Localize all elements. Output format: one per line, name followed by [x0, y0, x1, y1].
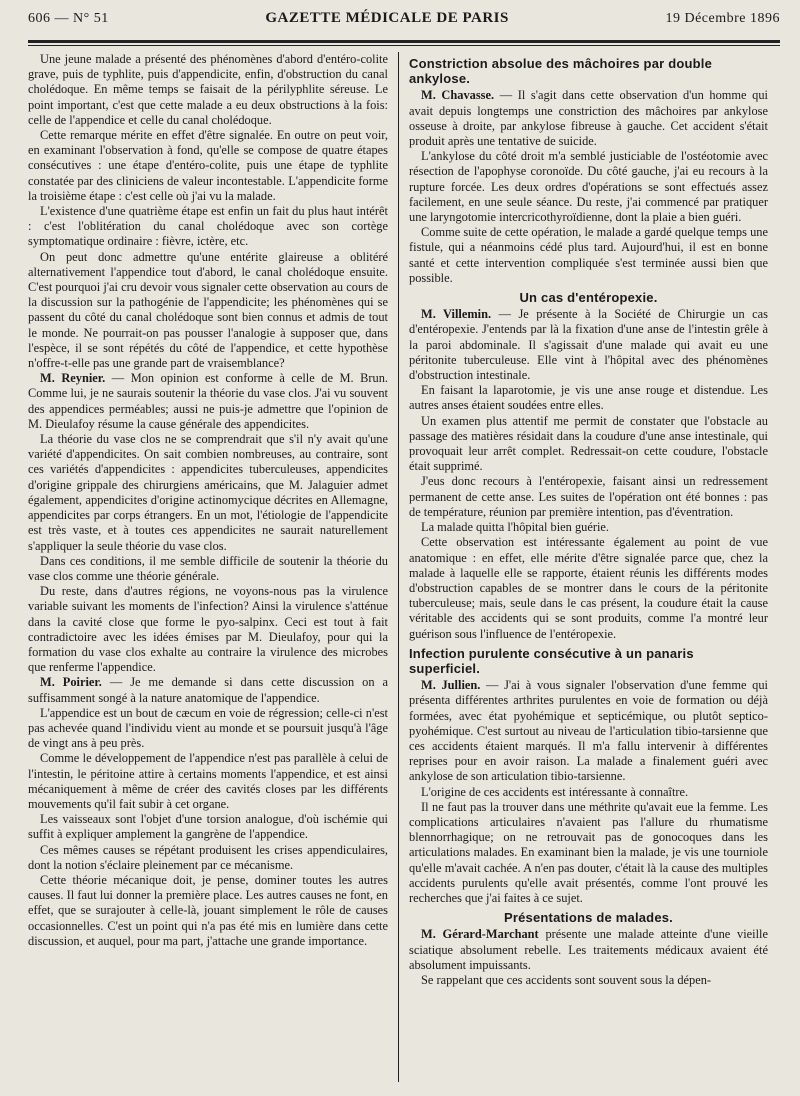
- paragraph: [28, 250, 388, 372]
- paragraph-text: Se rappelant que ces accidents sont souvent sous la dépen-: [421, 972, 712, 987]
- paragraph-text: Ces mêmes causes se répétant produisent les crises appendiculaires, dont la notion s'éclaire pleinement par ce mécanisme.: [28, 842, 388, 872]
- paragraph-text: J'eus donc recours à l'entéropexie, faisant ainsi un redressement permanent de cette anse. Les suites de l'opération ont été bonnes : pas de température, réunion par première intention, pas d'éventration.: [409, 474, 768, 519]
- header-rule-thick: [28, 40, 780, 43]
- paragraph-text: — Je me demande si dans cette discussion on a suffisamment songé à la nature anatomique de l'appendice.: [28, 675, 388, 705]
- columns: [28, 52, 780, 1082]
- speaker-name: M. Reynier.: [40, 371, 106, 386]
- paragraph: [409, 149, 768, 225]
- paragraph: [409, 225, 768, 286]
- paragraph: [28, 706, 388, 752]
- left-column: [28, 52, 398, 1082]
- header-rule-thin: [28, 45, 780, 46]
- issue-date: 19 Décembre 1896: [665, 11, 780, 26]
- paragraph-text: Comme suite de cette opération, le malade a gardé quelque temps une fistule, qui a néanmoins cédé plus tard. Aujourd'hui, il est en bonne santé et cette intervention compliquée s'est terminée aussi bien que possible.: [409, 225, 768, 285]
- paragraph: [28, 432, 388, 554]
- paragraph-text: Cette observation est intéressante également au point de vue anatomique : en effet, elle mérite d'être signalée parce que, chez la malade à laquelle elle se rapporte, étaient réunis les différents modes d'obstruction capables de se montrer dans le cours de la péritonite tuberculeuse; mais, seule dans le cas présent, la coudure était la cause véritable des accidents qui se sont produits, comme l'a montré leur guérison sous l'influence de l'entéropexie.: [409, 535, 768, 641]
- paragraph: [409, 927, 768, 973]
- paragraph-text: Les vaisseaux sont l'objet d'une torsion analogue, d'où ischémie qui suffit à expliquer amplement la gangrène de l'appendice.: [28, 812, 388, 842]
- paragraph: [28, 584, 388, 675]
- paragraph-text: La théorie du vase clos ne se comprendrait que s'il n'y avait qu'une variété d'appendicites. On sait combien nombreuses, au contraire, sont ces variétés d'appendicites : appendicites tuberculeuses, appendicites d'origine grippale des chirurgiens américains, que M. Jalaguier admet également, appendicites d'origine actinomycique décrites en Allemagne, appendicites par corps étrangers. En un mot, l'étiologie de l'appendicite est très vaste, et à toutes ces appendicites ne saurait naturellement s'appliquer la seule théorie du vase clos.: [28, 432, 388, 553]
- paragraph-text: — Il s'agit dans cette observation d'un homme qui avait depuis longtemps une constriction des mâchoires par ankylose osseuse à droite, par ankylose fibreuse à gauche. Cet accident s'était produit après une tentative de suicide.: [409, 88, 768, 149]
- paragraph-text: On peut donc admettre qu'une entérite glaireuse a oblitéré alternativement l'appendice tout d'abord, le canal cholédoque ensuite. C'est pourquoi j'ai cru devoir vous signaler cette observation au cours de la discussion sur la pathogénie de l'appendicite; les phénomènes qui se passent du côté du canal cholédoque sont bien connus et admis de tout le monde. Ne pourrait-on pas pousser l'analogie à supposer que, dans l'espèce, il se sont répétés du côté de l'appendice, et cette hypothèse n'offre-t-elle pas une grande part de vraisemblance?: [28, 249, 388, 371]
- paragraph: [409, 520, 768, 535]
- paragraph: [28, 843, 388, 873]
- page-header: [28, 10, 780, 38]
- paragraph: [409, 535, 768, 641]
- paragraph-text: Cette théorie mécanique doit, je pense, dominer toutes les autres causes. Il faut lui donner la première place. Les autres causes ne font, en effet, que se surajouter à celle-là, jouant simplement le rôle de causes occasionnelles. C'est un point qui n'a pas été mis en lumière dans cette discussion, et auquel, pour ma part, j'attache une grande importance.: [28, 872, 388, 948]
- paragraph: [409, 678, 768, 784]
- speaker-name: M. Gérard-Marchant: [421, 927, 539, 942]
- paragraph: [28, 554, 388, 584]
- paragraph-text: Un examen plus attentif me permit de constater que l'obstacle au passage des matières résidait dans la coudure d'une anse intestinale, qui provoquait leur arrêt complet. Redressait-on cette coudure, l'obstacle était supprimé.: [409, 413, 768, 474]
- paragraph-text: Une jeune malade a présenté des phénomènes d'abord d'entéro-colite grave, puis de typhlite, puis d'appendicite, enfin, d'obstruction du canal cholédoque. En même temps se faisait de la périlyphlite séreuse. Le point important, c'est que cette malade a eu deux obstructions à la fois: celle de l'appendice et celle du canal cholédoque.: [28, 52, 388, 127]
- paragraph-text: présente une malade atteinte d'une vieille sciatique absolument rebelle. Les traitements médicaux avaient été absolument impuissants.: [409, 927, 768, 972]
- paragraph-text: Cette remarque mérite en effet d'être signalée. En outre on peut voir, en examinant l'observation à fond, qu'elle se compose de quatre étapes consécutives : une étape d'entéro-colite, puis une étape de typhlite constatée par des cliniciens de valeur incontestable. L'appendicite forme la troisième étape : c'est celle où j'ai vu la malade.: [28, 128, 388, 203]
- paragraph: [28, 52, 388, 128]
- paragraph-text: La malade quitta l'hôpital bien guérie.: [421, 520, 610, 535]
- section-heading: Présentations de malades.: [503, 910, 673, 926]
- section-heading: Un cas d'entéropexie.: [519, 290, 658, 306]
- paragraph: [28, 128, 388, 204]
- paragraph-text: L'existence d'une quatrième étape est enfin un fait du plus haut intérêt : c'est l'oblitération du canal cholédoque avec son cortège symptomatique ordinaire : fièvre, ictère, etc.: [28, 204, 388, 249]
- paragraph-text: En faisant la laparotomie, je vis une anse rouge et distendue. Les autres anses étaient soudées entre elles.: [409, 383, 768, 413]
- section-heading: Infection purulente consécutive à un panaris superficiel.: [409, 645, 694, 676]
- paragraph: [409, 474, 768, 520]
- paragraph: [28, 675, 388, 705]
- speaker-name: M. Chavasse.: [421, 88, 495, 103]
- speaker-name: M. Villemin.: [421, 307, 492, 322]
- paragraph-text: Il ne faut pas la trouver dans une méthrite qu'avait eue la femme. Les complications articulaires n'avaient pas l'allure du rhumatisme blennorrhagique; on ne retrouvait pas de gonocoques dans les articulations malades. En examinant bien la malade, je vis une tourniole qu'elle m'avait cachée. A n'en pas douter, c'était là la cause des multiples accidents purulents qu'elle avait présentés, comme l'ont prouvé les recherches que j'ai faites à ce sujet.: [409, 799, 768, 905]
- page-number: 606 — N° 51: [28, 11, 109, 26]
- paragraph-text: — Mon opinion est conforme à celle de M. Brun. Comme lui, je ne saurais soutenir la théorie du vase clos. J'ai vu souvent des appendices perméables; aussi ne puis-je admettre que l'opinion de M. Dieulafoy résume la cause générale des appendicites.: [28, 371, 389, 431]
- paragraph: [409, 88, 768, 149]
- paragraph: [28, 812, 388, 842]
- paragraph-text: — Je présente à la Société de Chirurgie un cas d'entéropexie. J'entends par là la fixation d'une anse de l'intestin grêle à la paroi abdominale. Il s'agissait d'une malade qui avait eu une péritonite tuberculeuse. Elle vint à l'hôpital avec des phénomènes d'obstruction intestinale.: [409, 307, 768, 383]
- paragraph-text: L'ankylose du côté droit m'a semblé justiciable de l'ostéotomie avec résection de l'apophyse coronoïde. Du côté gauche, j'ai eu recours à la rupture forcée. Les deux ordres d'opérations se sont effectués assez facilement, en une seule séance. Du reste, j'ai commencé par pratiquer une laryngotomie intercricothyroïdienne, dont la plaie a bien guéri.: [409, 149, 768, 225]
- paragraph: [409, 785, 768, 800]
- paragraph-text: — J'ai à vous signaler l'observation d'une femme qui présenta différentes arthrites purulentes en voie de formation ou déjà formées, avec état pyohémique et septicémique, ou plutôt septico-pyohémique. C'est surtout au niveau de l'articulation tibio-tarsienne que ces accidents étaient marqués. Il m'a fallu intervenir à différentes reprises pour en avoir raison. La malade a finalement guéri avec ankylose de son articulation tibio-tarsienne.: [409, 678, 768, 784]
- paragraph: [28, 873, 388, 949]
- paragraph-text: Comme le développement de l'appendice n'est pas parallèle à celui de l'intestin, le péritoine attire à certains moments l'appendice, et est ainsi mécaniquement à même de créer des cavités closes par les différents mouvements qu'il fait subir à cet organe.: [28, 751, 388, 811]
- paragraph-text: Du reste, dans d'autres régions, ne voyons-nous pas la virulence variable suivant les moments de l'infection? Ainsi la virulence s'atténue dans la cavité close que forme le pyo-salpinx. Ceci est tout à fait contradictoire avec les idées émises par M. Dieulafoy, pour qui la formation du vase clos exhalte au contraire la virulence des microbes que renferme l'appendice.: [28, 584, 388, 675]
- paragraph: [409, 973, 768, 988]
- paragraph: [409, 414, 768, 475]
- paragraph: [409, 383, 768, 413]
- paragraph: [28, 371, 388, 432]
- speaker-name: M. Poirier.: [40, 675, 102, 690]
- paragraph: [409, 800, 768, 906]
- paragraph: [409, 307, 768, 383]
- paragraph-text: L'origine de ces accidents est intéressante à connaître.: [421, 784, 689, 799]
- paragraph: [28, 204, 388, 250]
- section-heading: Constriction absolue des mâchoires par double ankylose.: [409, 56, 713, 87]
- speaker-name: M. Jullien.: [421, 678, 481, 693]
- right-column: [398, 52, 768, 1082]
- paragraph-text: Dans ces conditions, il me semble difficile de soutenir la théorie du vase clos comme une théorie générale.: [28, 553, 388, 583]
- paragraph-text: L'appendice est un bout de cæcum en voie de régression; celle-ci n'est pas achevée quand l'individu vient au monde et se poursuit jusqu'à l'âge de vingt ans à peu près.: [28, 705, 388, 751]
- journal-title: GAZETTE MÉDICALE DE PARIS: [265, 10, 509, 26]
- paragraph: [28, 751, 388, 812]
